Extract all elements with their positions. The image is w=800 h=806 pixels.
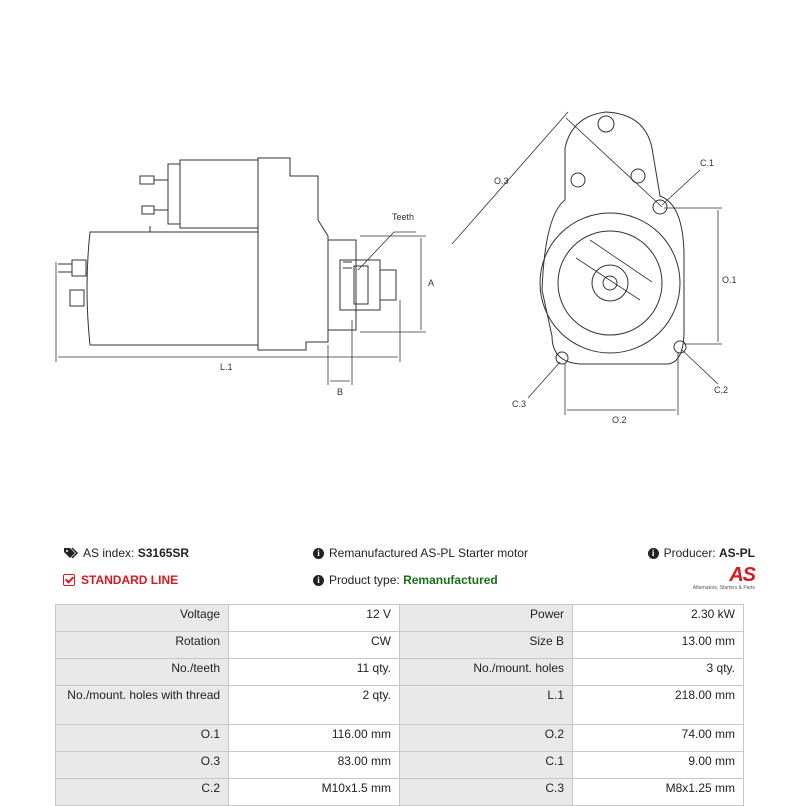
producer-label: Producer:	[663, 546, 716, 560]
dim-c2-label: C.2	[714, 385, 729, 395]
table-row	[56, 779, 744, 806]
table-row	[56, 752, 744, 779]
spec-value: 83.00 mm	[229, 752, 400, 779]
as-index	[63, 546, 189, 560]
mount-hole-c2	[674, 341, 686, 353]
table-row	[56, 725, 744, 752]
dim-c3-label: C.3	[512, 399, 527, 409]
description-text: Remanufactured AS-PL Starter motor	[329, 546, 528, 560]
dim-o2-label: O.2	[612, 415, 627, 425]
as-pl-logo	[693, 564, 755, 591]
side-dimensions	[56, 232, 426, 385]
spec-label: Size B	[399, 632, 572, 659]
spec-value: 116.00 mm	[229, 725, 400, 752]
mount-hole-top	[598, 116, 614, 132]
motor-body-shape	[87, 232, 258, 345]
spec-value: 3 qty.	[573, 659, 744, 686]
drive-housing-shape	[258, 158, 328, 350]
spec-label: L.1	[399, 686, 572, 725]
spec-value: CW	[229, 632, 400, 659]
spec-label: C.1	[399, 752, 572, 779]
spec-label: No./teeth	[56, 659, 229, 686]
spec-label: O.1	[56, 725, 229, 752]
spec-label: O.3	[56, 752, 229, 779]
spec-value: M8x1.25 mm	[573, 779, 744, 806]
producer	[648, 546, 755, 560]
spec-value: 74.00 mm	[573, 725, 744, 752]
dim-l1-label: L.1	[220, 362, 233, 372]
info-icon: i	[313, 548, 324, 559]
tags-icon	[63, 547, 79, 559]
flange-shape	[542, 112, 684, 364]
table-row	[56, 605, 744, 632]
spec-value: 13.00 mm	[573, 632, 744, 659]
dim-a-label: A	[428, 278, 435, 288]
dim-o1-label: O.1	[722, 275, 737, 285]
check-icon	[63, 574, 75, 586]
spec-label: Voltage	[56, 605, 229, 632]
spec-label: Rotation	[56, 632, 229, 659]
logo-mark: AS	[729, 564, 755, 586]
spec-value: 218.00 mm	[573, 686, 744, 725]
table-row	[56, 686, 744, 725]
standard-line	[63, 573, 178, 587]
product-info	[55, 540, 755, 596]
spec-value: 2.30 kW	[573, 605, 744, 632]
spec-value: 11 qty.	[229, 659, 400, 686]
spec-value: 9.00 mm	[573, 752, 744, 779]
spec-label: No./mount. holes	[399, 659, 572, 686]
product-type-label: Product type:	[329, 573, 400, 587]
spec-label: O.2	[399, 725, 572, 752]
dim-o3-label: O.3	[494, 176, 509, 186]
spec-label: C.3	[399, 779, 572, 806]
info-icon: i	[313, 575, 324, 586]
standard-line-label: STANDARD LINE	[81, 573, 179, 587]
as-index-label: AS index:	[83, 546, 135, 560]
table-row	[56, 659, 744, 686]
front-view	[540, 112, 686, 364]
spec-value: M10x1.5 mm	[229, 779, 400, 806]
product-type	[313, 573, 498, 587]
spec-value: 2 qty.	[229, 686, 400, 725]
spec-label: No./mount. holes with thread	[56, 686, 229, 725]
solenoid-shape	[180, 160, 258, 228]
producer-value: AS-PL	[719, 546, 755, 560]
product-description	[313, 546, 528, 560]
product-type-value: Remanufactured	[403, 573, 498, 587]
table-row	[56, 632, 744, 659]
spec-value: 12 V	[229, 605, 400, 632]
spec-label: Power	[399, 605, 572, 632]
specifications-table	[55, 604, 744, 806]
side-view	[58, 158, 396, 350]
logo-tagline: Alternators, Starters & Parts	[692, 585, 755, 591]
front-dimensions	[452, 112, 722, 415]
dim-c1-label: C.1	[700, 158, 715, 168]
dim-b-label: B	[337, 387, 344, 397]
as-index-value: S3165SR	[137, 546, 190, 560]
housing-circle	[540, 213, 680, 353]
solenoid-cap-shape	[168, 164, 180, 224]
info-icon: i	[648, 548, 659, 559]
spec-label: C.2	[56, 779, 229, 806]
teeth-label: Teeth	[392, 212, 415, 222]
